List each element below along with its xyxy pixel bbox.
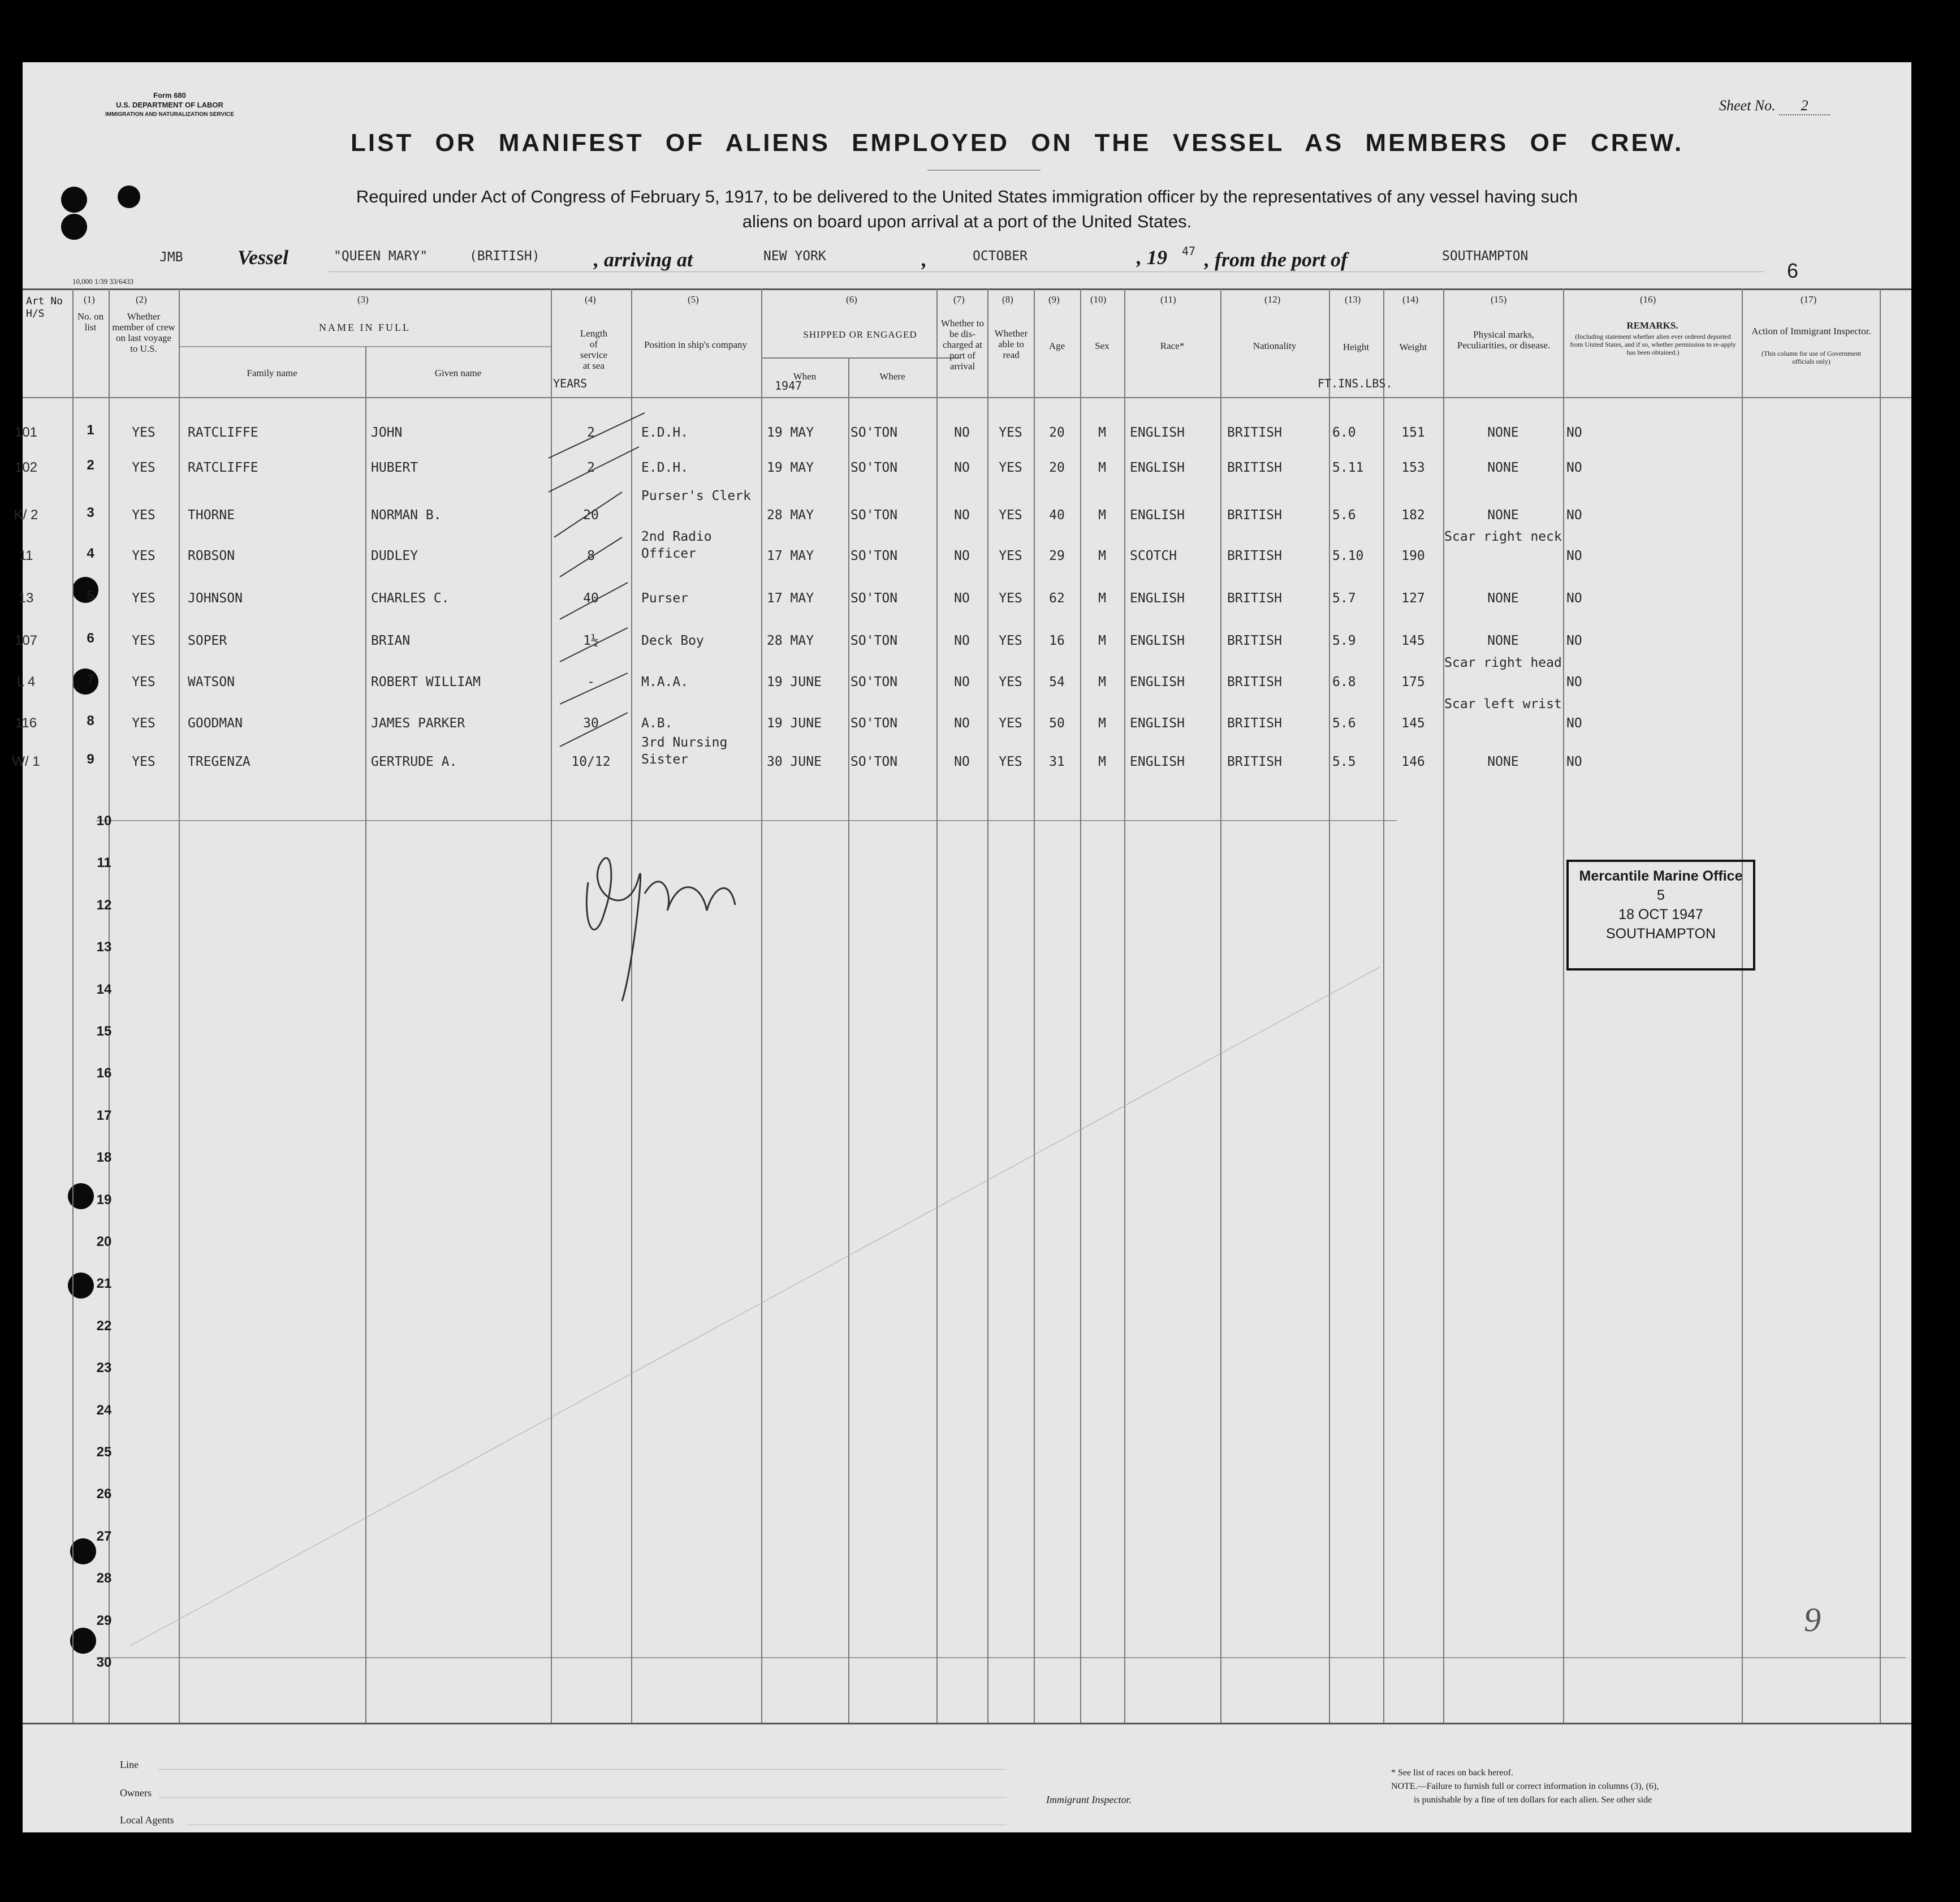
discharged-cell: NO bbox=[954, 754, 970, 769]
weight-cell: 151 bbox=[1401, 425, 1425, 440]
age-cell: 31 bbox=[1049, 754, 1065, 769]
stamp-place: SOUTHAMPTON bbox=[1606, 926, 1716, 942]
empty-row-number: 23 bbox=[96, 1360, 112, 1376]
position-cell: 3rd Nursing Sister bbox=[641, 735, 728, 767]
arriving-label: , arriving at bbox=[594, 248, 693, 271]
row-number: 5 bbox=[87, 588, 94, 603]
discharged-cell: NO bbox=[954, 675, 970, 689]
empty-row-number: 21 bbox=[96, 1276, 112, 1292]
stamp-date: 18 OCT 1947 bbox=[1618, 907, 1703, 922]
empty-row-number: 28 bbox=[96, 1571, 112, 1586]
sheet-number-label: Sheet No. 2 bbox=[1719, 97, 1830, 115]
col-header-last-voyage: Whether member of crew on last voyage to U.S. bbox=[112, 311, 175, 354]
col-header-position: Position in ship's company bbox=[644, 339, 748, 350]
position-cell: Purser bbox=[641, 591, 689, 606]
subtitle-line-2: aliens on board upon arrival at a port of the United States. bbox=[742, 212, 1192, 231]
sex-cell: M bbox=[1098, 460, 1106, 475]
margin-number: 102 bbox=[14, 460, 38, 475]
col-header-race: Race* bbox=[1160, 340, 1185, 351]
margin-number: 13 bbox=[18, 590, 34, 606]
service-cell: 30 bbox=[583, 716, 599, 731]
shipped-when-cell: 19 JUNE bbox=[767, 675, 822, 689]
age-cell: 62 bbox=[1049, 591, 1065, 606]
remarks-cell: NO bbox=[1566, 425, 1582, 440]
height-cell: 5.5 bbox=[1332, 754, 1356, 769]
family-name-cell: WATSON bbox=[188, 675, 235, 689]
remarks-cell: NO bbox=[1566, 675, 1582, 689]
nationality-cell: BRITISH bbox=[1227, 591, 1282, 606]
empty-row-number: 11 bbox=[97, 855, 111, 871]
col-header-sex: Sex bbox=[1095, 340, 1109, 351]
service-unit: YEARS bbox=[553, 377, 588, 390]
col-number: (5) bbox=[688, 294, 699, 305]
col-header-age: Age bbox=[1048, 340, 1065, 351]
immigrant-inspector-label: Immigrant Inspector. bbox=[1046, 1794, 1132, 1805]
empty-row-number: 14 bbox=[96, 981, 112, 997]
race-cell: ENGLISH bbox=[1130, 633, 1185, 648]
shipped-year: 1947 bbox=[775, 379, 802, 393]
shipped-when-cell: 28 MAY bbox=[767, 633, 814, 648]
given-name-cell: GERTRUDE A. bbox=[371, 754, 457, 769]
remarks-cell: NO bbox=[1566, 716, 1582, 731]
nationality-cell: BRITISH bbox=[1227, 549, 1282, 563]
empty-row-number: 24 bbox=[96, 1402, 112, 1418]
races-note: * See list of races on back hereof. bbox=[1391, 1768, 1513, 1778]
empty-row-number: 25 bbox=[96, 1444, 112, 1460]
family-name-cell: JOHNSON bbox=[188, 591, 243, 606]
remarks-cell: NO bbox=[1566, 549, 1582, 563]
shipped-where-cell: SO'TON bbox=[851, 633, 898, 648]
department-name: U.S. DEPARTMENT OF LABOR bbox=[116, 101, 223, 109]
sheet-number-value: 2 bbox=[1779, 97, 1830, 115]
footer-line-label: Line bbox=[120, 1759, 139, 1770]
last-voyage-cell: YES bbox=[132, 508, 156, 523]
shipped-when-cell: 28 MAY bbox=[767, 508, 814, 523]
stamp-office: Mercantile Marine Office bbox=[1579, 868, 1743, 884]
family-name-cell: THORNE bbox=[188, 508, 235, 523]
discharged-cell: NO bbox=[954, 508, 970, 523]
sex-cell: M bbox=[1098, 675, 1106, 689]
position-cell: Deck Boy bbox=[641, 633, 704, 648]
race-cell: ENGLISH bbox=[1130, 425, 1185, 440]
nationality-cell: BRITISH bbox=[1227, 460, 1282, 475]
margin-number: 107 bbox=[14, 633, 38, 648]
position-cell: E.D.H. bbox=[641, 460, 689, 475]
row-number: 4 bbox=[87, 546, 94, 561]
col-header-inspector-action: Action of Immigrant Inspector. bbox=[1751, 326, 1871, 337]
nationality-cell: BRITISH bbox=[1227, 675, 1282, 689]
sex-cell: M bbox=[1098, 591, 1106, 606]
shipped-where-cell: SO'TON bbox=[851, 425, 898, 440]
col-number: (16) bbox=[1640, 294, 1656, 305]
given-name-cell: CHARLES C. bbox=[371, 591, 450, 606]
margin-number: L 4 bbox=[16, 674, 36, 689]
weight-cell: 153 bbox=[1401, 460, 1425, 475]
empty-row-number: 17 bbox=[96, 1107, 112, 1123]
able-to-read-cell: YES bbox=[999, 549, 1022, 563]
col-number: (3) bbox=[357, 294, 369, 305]
able-to-read-cell: YES bbox=[999, 425, 1022, 440]
year-suffix: 47 bbox=[1182, 244, 1196, 258]
col-header-when: When bbox=[793, 371, 817, 382]
sex-cell: M bbox=[1098, 425, 1106, 440]
weight-cell: 175 bbox=[1401, 675, 1425, 689]
margin-number: K/ 2 bbox=[14, 507, 38, 523]
able-to-read-cell: YES bbox=[999, 508, 1022, 523]
shipped-where-cell: SO'TON bbox=[851, 591, 898, 606]
col-number: (13) bbox=[1345, 294, 1361, 305]
height-cell: 5.10 bbox=[1332, 549, 1364, 563]
service-cell: 10/12 bbox=[571, 754, 611, 769]
able-to-read-cell: YES bbox=[999, 716, 1022, 731]
height-weight-units: FT.INS.LBS. bbox=[1318, 377, 1393, 390]
given-name-cell: JAMES PARKER bbox=[371, 716, 465, 731]
sex-cell: M bbox=[1098, 508, 1106, 523]
race-cell: ENGLISH bbox=[1130, 716, 1185, 731]
form-number: Form 680 bbox=[153, 91, 186, 100]
remarks-cell: NO bbox=[1566, 754, 1582, 769]
row-number: 2 bbox=[87, 458, 94, 473]
col-header-service: Length of service at sea bbox=[580, 328, 608, 371]
discharged-cell: NO bbox=[954, 549, 970, 563]
corner-number: 6 bbox=[1787, 259, 1799, 282]
margin-number: 101 bbox=[14, 425, 38, 440]
col-number: (10) bbox=[1090, 294, 1107, 305]
col-number: (1) bbox=[84, 294, 95, 305]
family-name-cell: ROBSON bbox=[188, 549, 235, 563]
col-number: (14) bbox=[1402, 294, 1419, 305]
service-cell: 40 bbox=[583, 591, 599, 606]
height-cell: 5.6 bbox=[1332, 716, 1356, 731]
footer-agents-label: Local Agents bbox=[120, 1814, 174, 1826]
margin-number: 11 bbox=[19, 548, 33, 563]
position-cell: M.A.A. bbox=[641, 675, 689, 689]
stamp-number: 5 bbox=[1657, 887, 1665, 903]
last-voyage-cell: YES bbox=[132, 425, 156, 440]
able-to-read-cell: YES bbox=[999, 675, 1022, 689]
weight-cell: 145 bbox=[1401, 716, 1425, 731]
position-cell: A.B. bbox=[641, 716, 673, 731]
vessel-name: "QUEEN MARY" bbox=[334, 249, 428, 264]
able-to-read-cell: YES bbox=[999, 591, 1022, 606]
physical-marks-cell: NONE bbox=[1487, 425, 1519, 440]
sex-cell: M bbox=[1098, 549, 1106, 563]
race-cell: ENGLISH bbox=[1130, 675, 1185, 689]
margin-number: W/ 1 bbox=[12, 754, 40, 769]
discharged-cell: NO bbox=[954, 425, 970, 440]
vessel-flag: (BRITISH) bbox=[469, 249, 540, 264]
empty-row-number: 15 bbox=[96, 1024, 112, 1039]
nationality-cell: BRITISH bbox=[1227, 754, 1282, 769]
discharged-cell: NO bbox=[954, 716, 970, 731]
empty-row-number: 12 bbox=[96, 897, 112, 913]
height-cell: 5.7 bbox=[1332, 591, 1356, 606]
remarks-cell: NO bbox=[1566, 591, 1582, 606]
empty-row-number: 30 bbox=[96, 1655, 112, 1670]
physical-marks-cell: NONE bbox=[1487, 754, 1519, 769]
empty-row-number: 27 bbox=[96, 1528, 112, 1544]
comma: , bbox=[922, 248, 927, 271]
col-header-remarks: REMARKS. bbox=[1626, 320, 1678, 331]
col-number: (11) bbox=[1160, 294, 1176, 305]
family-name-cell: GOODMAN bbox=[188, 716, 243, 731]
service-cell: 2 bbox=[587, 460, 595, 475]
col-header-nationality: Nationality bbox=[1253, 340, 1297, 351]
age-cell: 29 bbox=[1049, 549, 1065, 563]
age-cell: 40 bbox=[1049, 508, 1065, 523]
position-cell: E.D.H. bbox=[641, 425, 689, 440]
footer-line-rule bbox=[158, 1769, 1007, 1770]
able-to-read-cell: YES bbox=[999, 460, 1022, 475]
empty-row-number: 10 bbox=[96, 813, 112, 829]
physical-marks-cell: Scar right neck bbox=[1444, 529, 1562, 544]
last-voyage-cell: YES bbox=[132, 591, 156, 606]
shipped-when-cell: 19 MAY bbox=[767, 425, 814, 440]
physical-marks-cell: NONE bbox=[1487, 633, 1519, 648]
row-number: 8 bbox=[87, 713, 94, 728]
shipped-where-cell: SO'TON bbox=[851, 549, 898, 563]
race-cell: ENGLISH bbox=[1130, 591, 1185, 606]
shipped-when-cell: 17 MAY bbox=[767, 591, 814, 606]
physical-marks-cell: NONE bbox=[1487, 460, 1519, 475]
col-number: (6) bbox=[846, 294, 857, 305]
shipped-when-cell: 30 JUNE bbox=[767, 754, 822, 769]
print-code: 10,000 1/39 33/6433 bbox=[72, 277, 133, 286]
marginal-note: 9 bbox=[1804, 1601, 1821, 1638]
remarks-cell: NO bbox=[1566, 633, 1582, 648]
empty-row-number: 22 bbox=[96, 1318, 112, 1334]
nationality-cell: BRITISH bbox=[1227, 508, 1282, 523]
year-prefix: , 19 bbox=[1137, 246, 1167, 269]
height-cell: 5.6 bbox=[1332, 508, 1356, 523]
col-number: (9) bbox=[1048, 294, 1060, 305]
weight-cell: 146 bbox=[1401, 754, 1425, 769]
col-header-physical-marks: Physical marks, Peculiarities, or disease. bbox=[1457, 329, 1551, 351]
race-cell: ENGLISH bbox=[1130, 460, 1185, 475]
col-number: (8) bbox=[1002, 294, 1013, 305]
empty-row-number: 16 bbox=[96, 1066, 112, 1081]
empty-row-number: 26 bbox=[96, 1486, 112, 1502]
shipped-when-cell: 19 MAY bbox=[767, 460, 814, 475]
service-name: IMMIGRATION AND NATURALIZATION SERVICE bbox=[105, 111, 234, 118]
position-cell: Purser's Clerk bbox=[641, 489, 751, 503]
sex-cell: M bbox=[1098, 716, 1106, 731]
age-cell: 54 bbox=[1049, 675, 1065, 689]
weight-cell: 182 bbox=[1401, 508, 1425, 523]
row-number: 6 bbox=[87, 631, 94, 646]
col-header-given-name: Given name bbox=[434, 368, 482, 378]
penalty-note-1: NOTE.—Failure to furnish full or correct information in columns (3), (6), bbox=[1391, 1782, 1659, 1791]
shipped-when-cell: 19 JUNE bbox=[767, 716, 822, 731]
shipped-when-cell: 17 MAY bbox=[767, 549, 814, 563]
margin-number: 116 bbox=[15, 715, 37, 731]
race-cell: ENGLISH bbox=[1130, 754, 1185, 769]
from-port: SOUTHAMPTON bbox=[1442, 249, 1529, 264]
service-cell: 2 bbox=[587, 425, 595, 440]
mercantile-marine-stamp bbox=[1566, 860, 1755, 971]
col-number: (4) bbox=[585, 294, 596, 305]
shipped-where-cell: SO'TON bbox=[851, 508, 898, 523]
sex-cell: M bbox=[1098, 754, 1106, 769]
arrival-month: OCTOBER bbox=[973, 249, 1028, 264]
age-cell: 20 bbox=[1049, 460, 1065, 475]
last-voyage-cell: YES bbox=[132, 675, 156, 689]
height-cell: 6.8 bbox=[1332, 675, 1356, 689]
service-cell: 1½ bbox=[583, 633, 599, 648]
given-name-cell: HUBERT bbox=[371, 460, 418, 475]
shipped-where-cell: SO'TON bbox=[851, 675, 898, 689]
col-header-remarks-note: (Including statement whether alien ever ordered deported from United States, and if so, whether permission to re-apply has been obtained.) bbox=[1570, 333, 1736, 356]
family-name-cell: SOPER bbox=[188, 633, 227, 648]
discharged-cell: NO bbox=[954, 591, 970, 606]
margin-header: Art No H/S bbox=[26, 295, 63, 320]
able-to-read-cell: YES bbox=[999, 754, 1022, 769]
col-number: (2) bbox=[136, 294, 147, 305]
nationality-cell: BRITISH bbox=[1227, 425, 1282, 440]
family-name-cell: TREGENZA bbox=[188, 754, 251, 769]
race-cell: ENGLISH bbox=[1130, 508, 1185, 523]
physical-marks-cell: Scar right head bbox=[1444, 655, 1562, 670]
weight-cell: 127 bbox=[1401, 591, 1425, 606]
col-number: (7) bbox=[953, 294, 965, 305]
given-name-cell: ROBERT WILLIAM bbox=[371, 675, 481, 689]
from-port-label: , from the port of bbox=[1205, 248, 1348, 271]
col-header-height: Height bbox=[1342, 342, 1370, 352]
col-header-family-name: Family name bbox=[247, 368, 297, 378]
empty-row-number: 19 bbox=[96, 1192, 112, 1207]
col-header-name: NAME IN FULL bbox=[319, 322, 411, 333]
col-header-where: Where bbox=[879, 371, 905, 382]
weight-cell: 190 bbox=[1401, 549, 1425, 563]
service-cell: 8 bbox=[587, 549, 595, 563]
vessel-label: Vessel bbox=[238, 246, 288, 269]
given-name-cell: NORMAN B. bbox=[371, 508, 442, 523]
given-name-cell: JOHN bbox=[371, 425, 403, 440]
last-voyage-cell: YES bbox=[132, 633, 156, 648]
col-number: (12) bbox=[1264, 294, 1281, 305]
page-title: LIST OR MANIFEST OF ALIENS EMPLOYED ON THE VESSEL AS MEMBERS OF CREW. bbox=[351, 129, 1684, 157]
given-name-cell: BRIAN bbox=[371, 633, 411, 648]
height-cell: 6.0 bbox=[1332, 425, 1356, 440]
sex-cell: M bbox=[1098, 633, 1106, 648]
service-cell: 20 bbox=[583, 508, 599, 523]
col-header-weight: Weight bbox=[1399, 342, 1427, 352]
col-number: (15) bbox=[1491, 294, 1507, 305]
weight-cell: 145 bbox=[1401, 633, 1425, 648]
height-cell: 5.11 bbox=[1332, 460, 1364, 475]
empty-row-number: 29 bbox=[96, 1612, 112, 1628]
empty-row-number: 18 bbox=[96, 1150, 112, 1166]
empty-row-number: 20 bbox=[96, 1234, 112, 1249]
discharged-cell: NO bbox=[954, 460, 970, 475]
physical-marks-cell: Scar left wrist bbox=[1444, 697, 1562, 711]
col-header-shipped: SHIPPED OR ENGAGED bbox=[803, 329, 917, 340]
position-cell: 2nd Radio Officer bbox=[641, 529, 712, 561]
clerk-initials: JMB bbox=[159, 250, 183, 265]
height-cell: 5.9 bbox=[1332, 633, 1356, 648]
family-name-cell: RATCLIFFE bbox=[188, 460, 258, 475]
discharged-cell: NO bbox=[954, 633, 970, 648]
arrival-port: NEW YORK bbox=[763, 249, 826, 264]
last-voyage-cell: YES bbox=[132, 716, 156, 731]
penalty-note-2: is punishable by a fine of ten dollars for each alien. See other side bbox=[1414, 1795, 1652, 1805]
nationality-cell: BRITISH bbox=[1227, 716, 1282, 731]
race-cell: SCOTCH bbox=[1130, 549, 1177, 563]
last-voyage-cell: YES bbox=[132, 549, 156, 563]
last-voyage-cell: YES bbox=[132, 460, 156, 475]
family-name-cell: RATCLIFFE bbox=[188, 425, 258, 440]
footer-owners-label: Owners bbox=[120, 1787, 152, 1799]
empty-row-number: 13 bbox=[96, 939, 112, 955]
col-number: (17) bbox=[1801, 294, 1817, 305]
footer-owners-rule bbox=[158, 1797, 1007, 1798]
row-number: 1 bbox=[87, 422, 94, 438]
col-header-discharged: Whether to be dis-charged at port of arrival bbox=[941, 318, 984, 372]
age-cell: 50 bbox=[1049, 716, 1065, 731]
row-number: 7 bbox=[87, 672, 94, 687]
row-number: 3 bbox=[87, 505, 94, 520]
physical-marks-cell: NONE bbox=[1487, 508, 1519, 523]
last-voyage-cell: YES bbox=[132, 754, 156, 769]
row-number: 9 bbox=[87, 752, 94, 767]
age-cell: 16 bbox=[1049, 633, 1065, 648]
able-to-read-cell: YES bbox=[999, 633, 1022, 648]
shipped-where-cell: SO'TON bbox=[851, 460, 898, 475]
given-name-cell: DUDLEY bbox=[371, 549, 418, 563]
manifest-sheet bbox=[12, 62, 1911, 1832]
service-cell: - bbox=[587, 675, 595, 689]
shipped-where-cell: SO'TON bbox=[851, 754, 898, 769]
remarks-cell: NO bbox=[1566, 508, 1582, 523]
shipped-where-cell: SO'TON bbox=[851, 716, 898, 731]
col-header-inspector-note: (This column for use of Government officials only) bbox=[1761, 350, 1862, 365]
age-cell: 20 bbox=[1049, 425, 1065, 440]
physical-marks-cell: NONE bbox=[1487, 591, 1519, 606]
nationality-cell: BRITISH bbox=[1227, 633, 1282, 648]
remarks-cell: NO bbox=[1566, 460, 1582, 475]
col-header-no-on-list: No. on list bbox=[77, 311, 104, 333]
subtitle-line-1: Required under Act of Congress of February 5, 1917, to be delivered to the United States immigration officer by the representatives of any vessel having such bbox=[356, 187, 1578, 206]
col-header-read: Whether able to read bbox=[994, 328, 1028, 360]
